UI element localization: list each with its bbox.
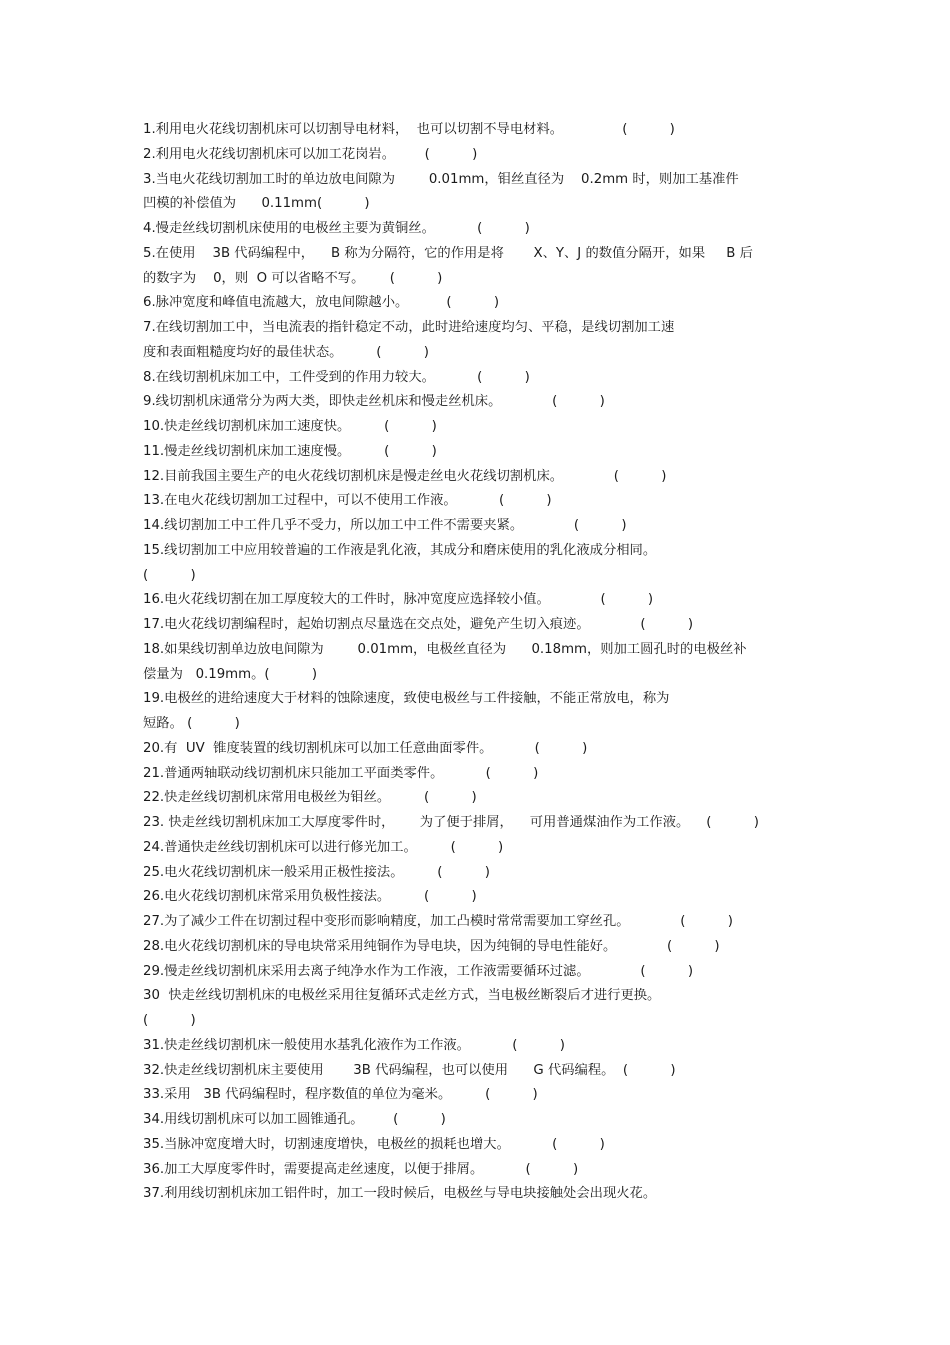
question-line: 16.电火花线切割在加工厚度较大的工件时，脉冲宽度应选择较小值。 ( )	[143, 592, 654, 608]
question-line: 9.线切割机床通常分为两大类，即快走丝机床和慢走丝机床。 ( )	[143, 394, 605, 410]
question-line: 37.利用线切割机床加工铝件时，加工一段时候后，电极丝与导电块接触处会出现火花。	[143, 1186, 657, 1202]
question-line: 14.线切割加工中工件几乎不受力，所以加工中工件不需要夹紧。 ( )	[143, 518, 627, 533]
question-line: 31.快走丝线切割机床一般使用水基乳化液作为工作液。 ( )	[143, 1037, 565, 1053]
question-line: 度和表面粗糙度均好的最佳状态。 ( )	[143, 344, 429, 360]
question-line: 2.利用电火花线切割机床可以加工花岗岩。 ( )	[143, 146, 478, 162]
question-line: 23. 快走丝线切割机床加工大厚度零件时， 为了便于排屑， 可用普通煤油作为工作液。 ( )	[143, 815, 759, 830]
question-line: 22.快走丝线切割机床常用电极丝为钼丝。 ( )	[143, 790, 477, 806]
question-line: 1.利用电火花线切割机床可以切割导电材料， 也可以切割不导电材料。 ( )	[143, 122, 675, 137]
question-line: 35.当脉冲宽度增大时，切割速度增快，电极丝的损耗也增大。 ( )	[143, 1136, 605, 1152]
question-line: 20.有 UV 锥度装置的线切割机床可以加工任意曲面零件。 ( )	[143, 740, 588, 756]
question-line: 29.慢走丝线切割机床采用去离子纯净水作为工作液，工作液需要循环过滤。 ( )	[143, 963, 694, 979]
question-line: 凹模的补偿值为 0.11mm( )	[143, 196, 370, 212]
question-line: 34.用线切割机床可以加工圆锥通孔。 ( )	[143, 1112, 446, 1127]
question-line: 4.慢走丝线切割机床使用的电极丝主要为黄铜丝。 ( )	[143, 221, 530, 236]
question-line: 18.如果线切割单边放电间隙为 0.01mm，电极丝直径为 0.18mm，则加工圆孔时的电极丝补	[143, 641, 747, 657]
question-line: 30 快走丝线切割机床的电极丝采用往复循环式走丝方式，当电极丝断裂后才进行更换。	[143, 988, 661, 1004]
question-line: 偿量为 0.19mm。( )	[143, 666, 318, 682]
question-line: 12.目前我国主要生产的电火花线切割机床是慢走丝电火花线切割机床。 ( )	[143, 468, 667, 484]
question-line: 15.线切割加工中应用较普遍的工作液是乳化液，其成分和磨床使用的乳化液成分相同。	[143, 542, 657, 558]
question-line: 32.快走丝线切割机床主要使用 3B 代码编程，也可以使用 G 代码编程。 ( )	[143, 1062, 676, 1078]
question-line: 8.在线切割机床加工中，工件受到的作用力较大。 ( )	[143, 369, 530, 385]
question-line: 13.在电火花线切割加工过程中，可以不使用工作液。 ( )	[143, 493, 552, 509]
question-line: 33.采用 3B 代码编程时，程序数值的单位为毫米。 ( )	[143, 1087, 538, 1103]
question-line: 7.在线切割加工中，当电流表的指针稳定不动，此时进给速度均匀、平稳，是线切割加工速	[143, 320, 675, 335]
question-line: ( )	[143, 1013, 196, 1028]
question-line: 21.普通两轴联动线切割机床只能加工平面类零件。 ( )	[143, 765, 539, 781]
question-line: 24.普通快走丝线切割机床可以进行修光加工。 ( )	[143, 839, 504, 855]
question-line: ( )	[143, 567, 196, 583]
question-line: 36.加工大厚度零件时，需要提高走丝速度，以便于排屑。 ( )	[143, 1161, 579, 1177]
question-line: 短路。 ( )	[143, 716, 240, 731]
question-line: 10.快走丝线切割机床加工速度快。 ( )	[143, 419, 437, 434]
question-line: 27.为了减少工件在切割过程中变形而影响精度，加工凸模时常常需要加工穿丝孔。 ( )	[143, 914, 733, 929]
question-line: 26.电火花线切割机床常采用负极性接法。 ( )	[143, 889, 477, 905]
question-line: 28.电火花线切割机床的导电块常采用纯铜作为导电块，因为纯铜的导电性能好。 ( )	[143, 938, 720, 954]
question-line: 3.当电火花线切割加工时的单边放电间隙为 0.01mm，钼丝直径为 0.2mm 时，则加工基准件	[143, 171, 739, 187]
question-line: 5.在使用 3B 代码编程中， B 称为分隔符，它的作用是将 X、Y、J 的数值分隔开，如果 B 后	[143, 245, 753, 261]
question-line: 的数字为 0，则 O 可以省略不写。 ( )	[143, 270, 443, 286]
question-line: 11.慢走丝线切割机床加工速度慢。 ( )	[143, 443, 437, 459]
question-line: 19.电极丝的进给速度大于材料的蚀除速度，致使电极丝与工件接触，不能正常放电，称为	[143, 691, 670, 707]
question-line: 6.脉冲宽度和峰值电流越大，放电间隙越小。 ( )	[143, 295, 500, 311]
question-line: 25.电火花线切割机床一般采用正极性接法。 ( )	[143, 864, 490, 880]
question-line: 17.电火花线切割编程时，起始切割点尽量选在交点处，避免产生切入痕迹。 ( )	[143, 617, 694, 632]
question-list	[143, 118, 813, 1207]
